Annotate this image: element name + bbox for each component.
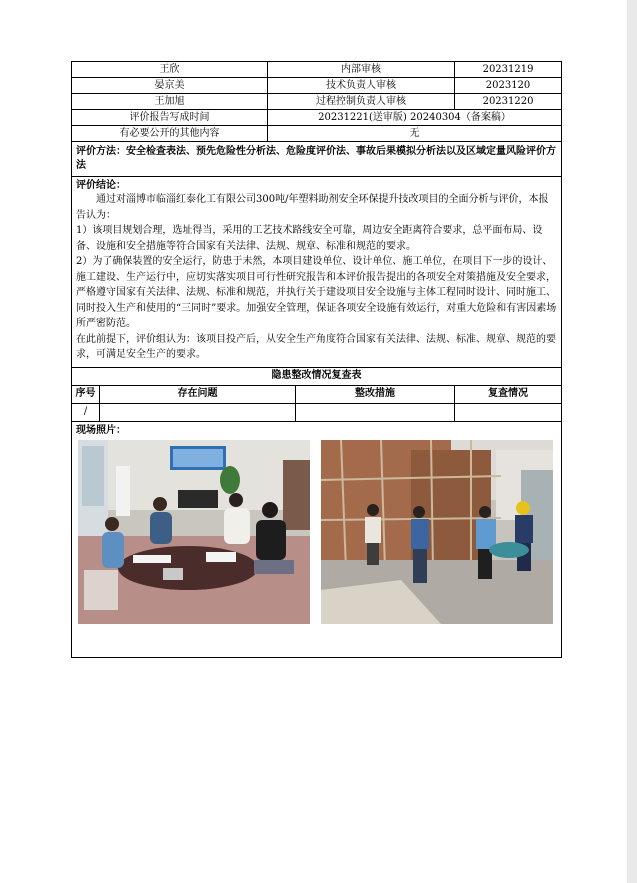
hazard-cell-index: /	[72, 403, 100, 421]
reviewer-role: 内部审核	[268, 62, 455, 78]
report-table	[71, 61, 562, 658]
conclusion-paragraph: 在此前提下，评价组认为：该项目投产后，从安全生产角度符合国家有关法律、法规、标准、规章、规范的要求，可满足安全生产的要求。	[76, 333, 556, 360]
other-content-label: 有必要公开的其他内容	[72, 126, 268, 142]
reviewer-date: 2023120	[455, 78, 562, 94]
page-edge	[627, 0, 637, 883]
hazard-header-measure: 整改措施	[296, 385, 455, 403]
report-time-row	[72, 110, 562, 126]
method-row	[72, 142, 562, 177]
hazard-header-review: 复查情况	[455, 385, 562, 403]
hazard-title-row	[72, 367, 562, 385]
reviewer-role: 技术负责人审核	[268, 78, 455, 94]
reviewer-name: 晏京美	[72, 78, 268, 94]
hazard-header-row	[72, 385, 562, 403]
hazard-cell-issue	[100, 403, 296, 421]
construction-site-photo	[321, 440, 553, 624]
photo-strip	[76, 440, 557, 640]
meeting-photo	[78, 440, 310, 624]
reviewer-row	[72, 62, 562, 78]
conclusion-paragraph: 2）为了确保装置的安全运行，防患于未然，本项目建设单位、设计单位、施工单位，在项目下一步的设计、施工建设、生产运行中，应切实落实项目可行性研究报告和本评价报告提出的各项安全对策措施及安全要求，严格遵守国家有关法律、法规、标准和规范，并执行关于建设项目安全设施与主体工程同时设计、同时施工、同时投入生产和使用的“三同时”要求。加强安全管理，保证各项安全设施有效运行，对重大危险和有害因素场所严密防范。	[76, 256, 557, 329]
other-content-row	[72, 126, 562, 142]
reviewer-date: 20231219	[455, 62, 562, 78]
conclusion-cell	[72, 177, 562, 368]
hazard-header-index: 序号	[72, 385, 100, 403]
photos-row	[72, 421, 562, 657]
hazard-cell-review	[455, 403, 562, 421]
evaluation-method: 评价方法：安全检查表法、预先危险性分析法、危险度评价法、事故后果模拟分析法以及区域定量风险评价方法	[72, 142, 562, 177]
reviewer-role: 过程控制负责人审核	[268, 94, 455, 110]
other-content-value: 无	[268, 126, 562, 142]
conclusion-row	[72, 177, 562, 368]
hazard-data-row	[72, 403, 562, 421]
reviewer-name: 王欣	[72, 62, 268, 78]
conclusion-title: 评价结论：	[76, 180, 126, 191]
conclusion-paragraph: 通过对淄博市临淄红泰化工有限公司300吨/年塑料助剂安全环保提升技改项目的全面分析与评价，本报告认为：	[76, 194, 549, 221]
hazard-header-issue: 存在问题	[100, 385, 296, 403]
reviewer-row	[72, 94, 562, 110]
document-sheet	[71, 61, 561, 658]
photos-cell	[72, 421, 562, 657]
reviewer-row	[72, 78, 562, 94]
reviewer-date: 20231220	[455, 94, 562, 110]
conclusion-paragraph: 1）该项目规划合理，选址得当，采用的工艺技术路线安全可靠，周边安全距离符合要求，总平面布局、设备、设施和安全措施等符合国家有关法律、法规、规章、标准和规范的要求。	[76, 225, 543, 252]
photos-title: 现场照片：	[76, 424, 126, 436]
report-time-value: 20231221(送审版) 20240304（备案稿）	[268, 110, 562, 126]
hazard-cell-measure	[296, 403, 455, 421]
reviewer-name: 王加旭	[72, 94, 268, 110]
report-time-label: 评价报告写成时间	[72, 110, 268, 126]
hazard-table-title: 隐患整改情况复查表	[72, 367, 562, 385]
